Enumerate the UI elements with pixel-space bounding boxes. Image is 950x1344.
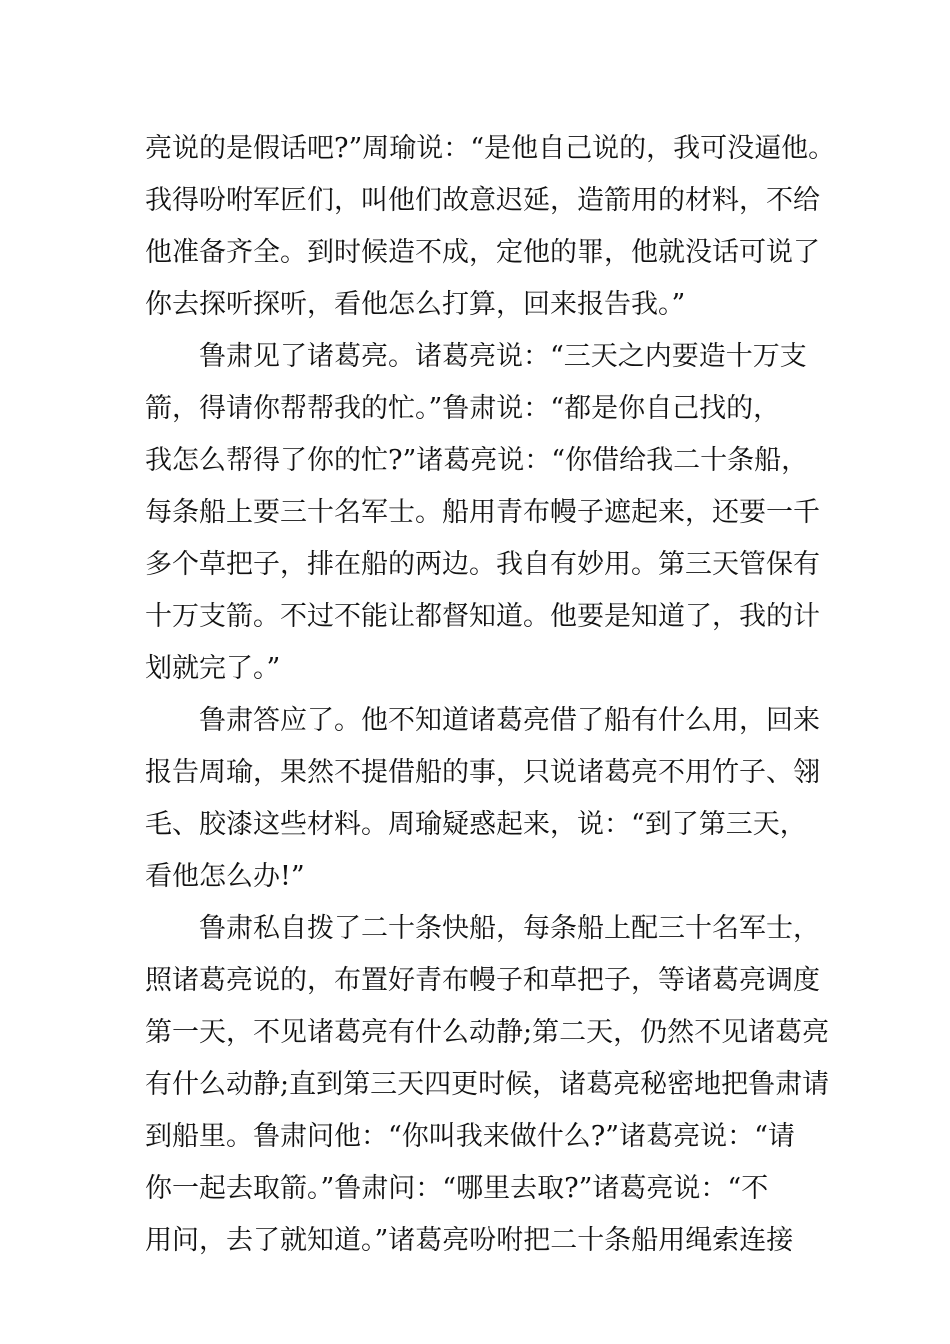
text-line: 报告周瑜，果然不提借船的事，只说诸葛亮不用竹子、翎 [145, 757, 820, 788]
text-line: 箭，得请你帮帮我的忙。”鲁肃说：“都是你自己找的， [145, 393, 781, 424]
text-line: 他准备齐全。到时候造不成，定他的罪，他就没话可说了 [145, 237, 820, 268]
text-line: 毛、胶漆这些材料。周瑜疑惑起来，说：“到了第三天， [145, 809, 807, 840]
paragraph-first-line: 鲁肃答应了。他不知道诸葛亮借了船有什么用，回来 [199, 705, 820, 736]
paragraph-first-line: 鲁肃见了诸葛亮。诸葛亮说：“三天之内要造十万支 [199, 341, 807, 372]
text-line: 你一起去取箭。”鲁肃问：“哪里去取?”诸葛亮说：“不 [145, 1173, 769, 1204]
body-text [145, 123, 836, 1267]
text-line: 有什么动静;直到第三天四更时候，诸葛亮秘密地把鲁肃请 [145, 1069, 830, 1100]
text-line: 到船里。鲁肃问他：“你叫我来做什么?”诸葛亮说：“请 [145, 1121, 795, 1152]
text-line: 十万支箭。不过不能让都督知道。他要是知道了，我的计 [145, 601, 820, 632]
text-line: 看他怎么办!” [145, 861, 305, 892]
text-line: 我怎么帮得了你的忙?”诸葛亮说：“你借给我二十条船， [145, 445, 809, 476]
text-line: 第一天，不见诸葛亮有什么动静;第二天，仍然不见诸葛亮 [145, 1017, 830, 1048]
text-line: 我得吩咐军匠们，叫他们故意迟延，造箭用的材料，不给 [145, 185, 820, 216]
text-line: 用问，去了就知道。”诸葛亮吩咐把二十条船用绳索连接 [145, 1225, 794, 1256]
text-line: 亮说的是假话吧?”周瑜说：“是他自己说的，我可没逼他。 [145, 133, 836, 164]
text-line: 每条船上要三十名军士。船用青布幔子遮起来，还要一千 [145, 497, 820, 528]
text-line: 划就完了。” [145, 653, 281, 684]
text-line: 照诸葛亮说的，布置好青布幔子和草把子，等诸葛亮调度 [145, 965, 820, 996]
text-line: 多个草把子，排在船的两边。我自有妙用。第三天管保有 [145, 549, 820, 580]
text-line: 你去探听探听，看他怎么打算，回来报告我。” [145, 289, 686, 320]
paragraph-first-line: 鲁肃私自拨了二十条快船，每条船上配三十名军士， [199, 913, 820, 944]
